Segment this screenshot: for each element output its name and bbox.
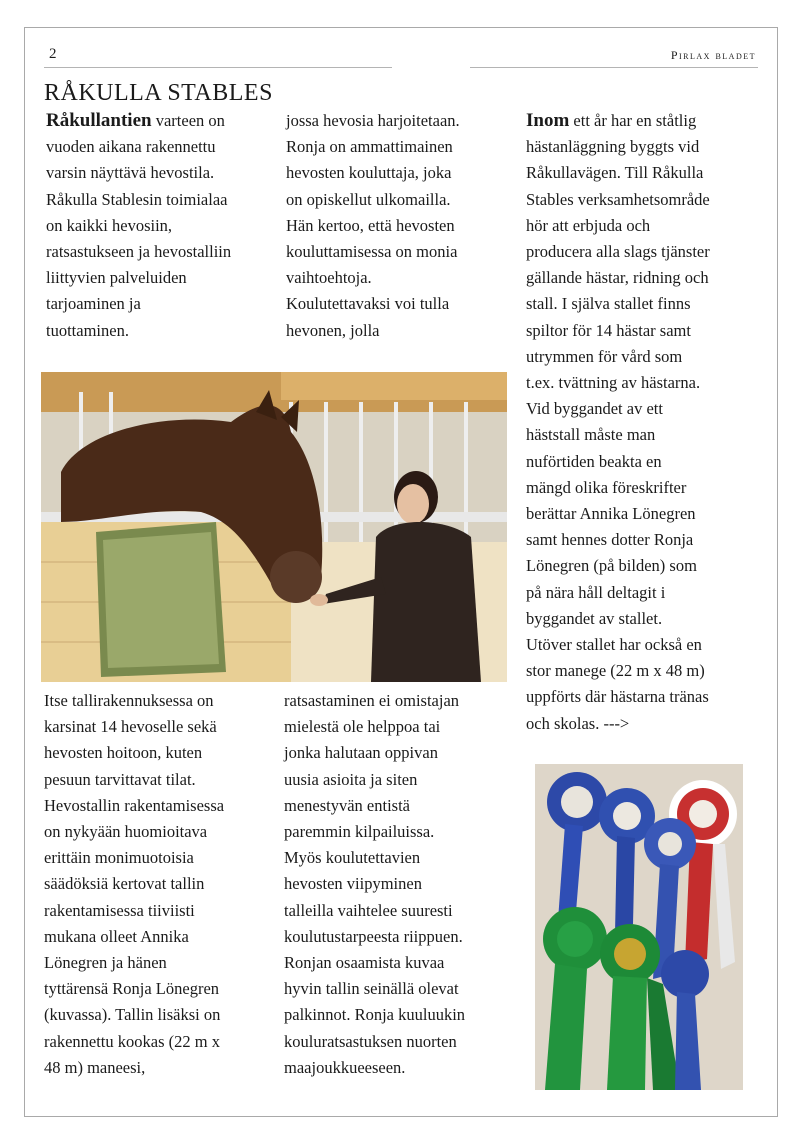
horse-stable-photo xyxy=(41,372,507,682)
column-1-top-text xyxy=(46,108,282,344)
column-2-bottom-text: ratsastaminen ei omistajan mielestä ole helppoa tai jonka halutaan oppivan uusia asioita ja siten menestyvän entistä paremmin kilpailuissa. Myös koulutettavien hevosten viipyminen talleilla vaihtelee suuresti koulutustarpeesta riippuen. Ronjan osaamista kuvaa hyvin tallin seinällä olevat palkinnot. Ronja kuuluukin kouluratsastuksen nuorten maajoukkueeseen. xyxy=(284,691,466,1077)
column-1-top-body: varteen on vuoden aikana rakennettu varsin näyttävä hevostila. Råkulla Stablesin toimialaa on kaikki hevosiin, ratsastukseen ja hevostalliin liittyvien palveluiden tarjoaminen ja tuottaminen. xyxy=(46,111,232,340)
article-title: RÅKULLA STABLES xyxy=(44,80,273,106)
column-1-bottom-text: Itse tallirakennuksessa on karsinat 14 hevoselle sekä hevosten hoitoon, kuten pesuun tarvittavat tilat. Hevostallin rakentamisessa on nykyään huomioitava erittäin monimuotoisia säädöksiä kertovat tallin rakentamisessa tiiviisti mukana olleet Annika Lönegren ja hänen tyttärensä Ronja Lönegren (kuvassa). Tallin lisäksi on rakennettu kookas (22 m x 48 m) maneesi, xyxy=(44,691,225,1077)
header-rule-left xyxy=(44,67,392,68)
header-rule-right xyxy=(470,67,758,68)
column-3-text xyxy=(526,108,766,737)
column-3-lead-word: Inom xyxy=(526,110,570,131)
column-3-body: ett år har en ståtlig hästanläggning byggts vid Råkullavägen. Till Råkulla Stables verksamhetsområde hör att erbjuda och producera alla slags tjänster gällande hästar, ridning och stall. I själva stallet finns spiltor för 14 hästar samt utrymmen för vård som t.ex. tvättning av hästarna. Vid byggandet av ett häststall måste man nuförtiden beakta en mängd olika föreskrifter berättar Annika Lönegren samt hennes dotter Ronja Lönegren (på bilden) som på nära håll deltagit i byggandet av stallet. Utöver stallet har också en stor manege (22 m x 48 m) uppförts där hästarna tränas och skolas. ---> xyxy=(526,111,710,733)
column-2-top-text: jossa hevosia harjoitetaan. Ronja on ammattimainen hevosten kouluttaja, joka on opiskellut ulkomailla. Hän kertoo, että hevosten kouluttamisessa on monia vaihtoehtoja. Koulutettavaksi voi tulla hevonen, jolla xyxy=(286,111,460,340)
page-number: 2 xyxy=(49,46,57,62)
column-1-lead-word: Råkullantien xyxy=(46,110,152,131)
running-head: Pirlax bladet xyxy=(670,48,756,62)
rosette-ribbons-photo xyxy=(535,764,743,1090)
